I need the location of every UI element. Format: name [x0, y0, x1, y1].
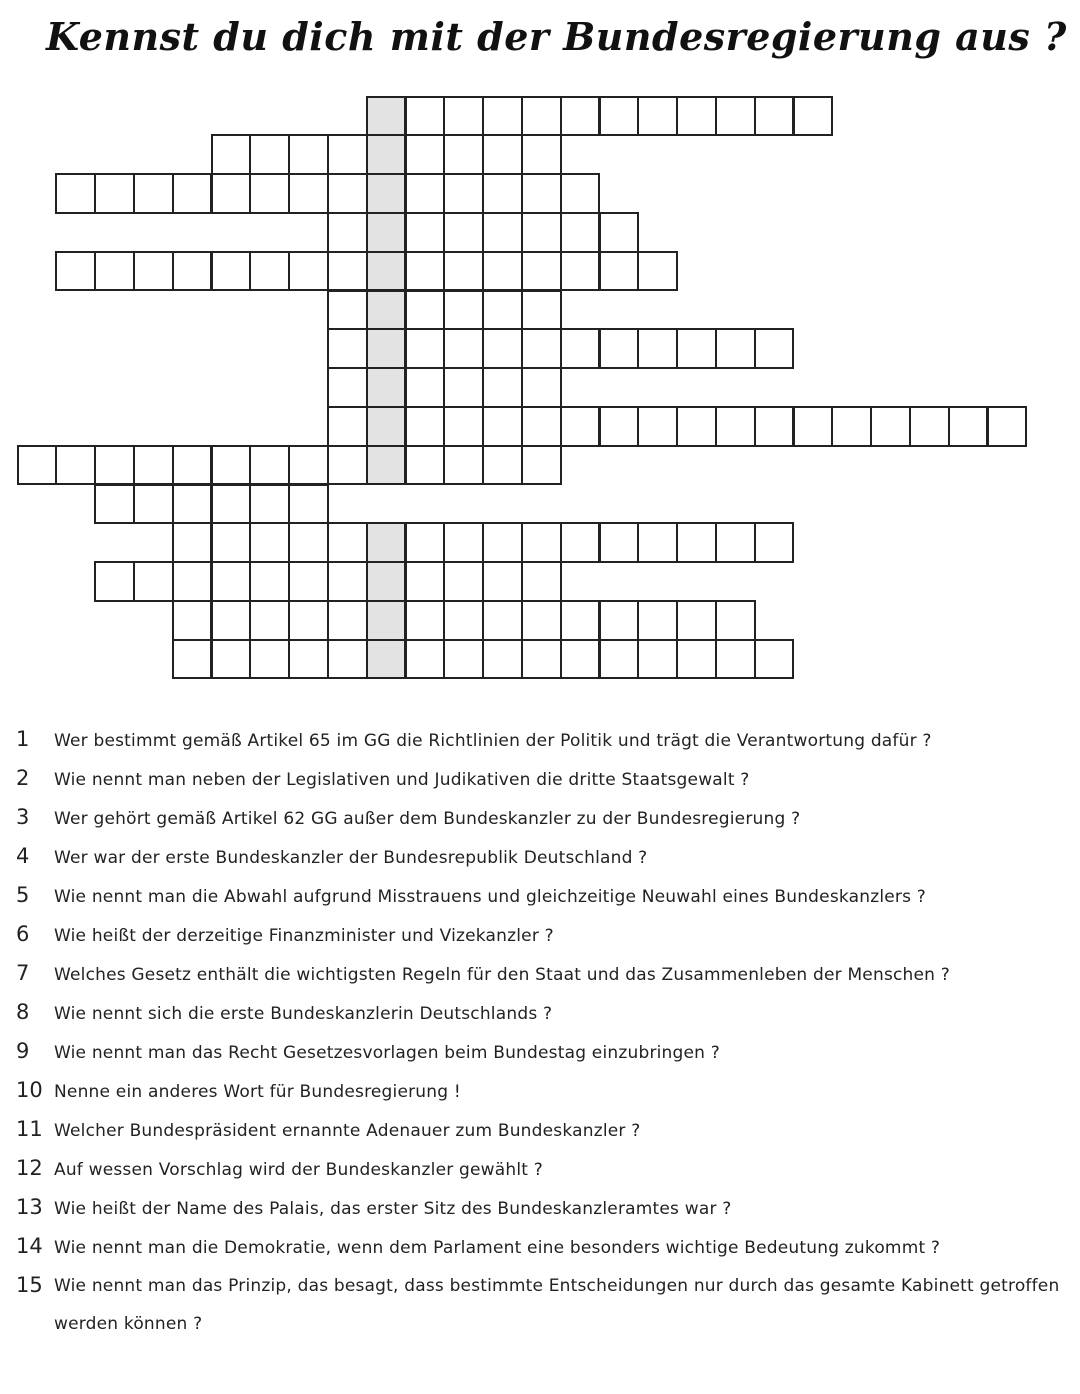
crossword-cell[interactable]: [870, 406, 911, 447]
clue-item: [16, 1195, 1076, 1234]
solution-cell[interactable]: [366, 367, 407, 408]
crossword-cell[interactable]: [482, 251, 523, 292]
crossword-cell[interactable]: [211, 639, 252, 680]
clue-item: [16, 961, 1076, 1000]
crossword-cell[interactable]: [521, 445, 562, 486]
crossword-cell[interactable]: [676, 522, 717, 563]
crossword-cell[interactable]: [327, 173, 368, 214]
crossword-cell[interactable]: [987, 406, 1028, 447]
crossword-cell[interactable]: [211, 484, 252, 525]
crossword-cell[interactable]: [405, 96, 446, 137]
crossword-cell[interactable]: [637, 96, 678, 137]
crossword-cell[interactable]: [560, 600, 601, 641]
crossword-cell[interactable]: [599, 328, 640, 369]
clue-text: Wer gehört gemäß Artikel 62 GG außer dem Bundeskanzler zu der Bundesregierung ?: [54, 809, 801, 829]
crossword-cell[interactable]: [172, 173, 213, 214]
clue-number: 5: [16, 883, 30, 907]
clue-number: 12: [16, 1156, 43, 1180]
crossword-cell[interactable]: [754, 406, 795, 447]
crossword-cell[interactable]: [754, 328, 795, 369]
crossword-cell[interactable]: [288, 561, 329, 602]
clue-number: 15: [16, 1273, 43, 1297]
crossword-cell[interactable]: [793, 96, 834, 137]
crossword-cell[interactable]: [327, 522, 368, 563]
crossword-cell[interactable]: [288, 484, 329, 525]
crossword-cell[interactable]: [443, 328, 484, 369]
solution-cell[interactable]: [366, 134, 407, 175]
crossword-cell[interactable]: [288, 173, 329, 214]
crossword-cell[interactable]: [637, 600, 678, 641]
clue-number: 14: [16, 1234, 43, 1258]
clue-item: [16, 805, 1076, 844]
crossword-cell[interactable]: [443, 173, 484, 214]
clue-item: [16, 1156, 1076, 1195]
crossword-cell[interactable]: [133, 445, 174, 486]
crossword-cell[interactable]: [676, 600, 717, 641]
clue-item: [16, 1000, 1076, 1039]
crossword-cell[interactable]: [831, 406, 872, 447]
crossword-cell[interactable]: [909, 406, 950, 447]
crossword-cell[interactable]: [560, 96, 601, 137]
crossword-cell[interactable]: [521, 251, 562, 292]
crossword-cell[interactable]: [133, 484, 174, 525]
clue-item: [16, 844, 1076, 883]
crossword-cell[interactable]: [443, 445, 484, 486]
crossword-cell[interactable]: [211, 251, 252, 292]
crossword-cell[interactable]: [676, 639, 717, 680]
crossword-cell[interactable]: [521, 134, 562, 175]
crossword-cell[interactable]: [249, 173, 290, 214]
crossword-cell[interactable]: [133, 561, 174, 602]
crossword-cell[interactable]: [443, 639, 484, 680]
crossword-cell[interactable]: [172, 445, 213, 486]
clue-number: 9: [16, 1039, 30, 1063]
crossword-cell[interactable]: [249, 600, 290, 641]
clue-list: [16, 727, 1076, 1347]
solution-cell[interactable]: [366, 96, 407, 137]
crossword-cell[interactable]: [676, 406, 717, 447]
crossword-cell[interactable]: [172, 522, 213, 563]
crossword-cell[interactable]: [405, 212, 446, 253]
crossword-cell[interactable]: [327, 639, 368, 680]
crossword-cell[interactable]: [94, 445, 135, 486]
crossword-cell[interactable]: [482, 367, 523, 408]
clue-number: 3: [16, 805, 30, 829]
crossword-cell[interactable]: [482, 406, 523, 447]
crossword-cell[interactable]: [637, 328, 678, 369]
crossword-cell[interactable]: [599, 406, 640, 447]
crossword-cell[interactable]: [249, 251, 290, 292]
crossword-cell[interactable]: [249, 522, 290, 563]
crossword-cell[interactable]: [327, 134, 368, 175]
crossword-cell[interactable]: [443, 212, 484, 253]
clue-number: 8: [16, 1000, 30, 1024]
crossword-cell[interactable]: [637, 639, 678, 680]
clue-text: Auf wessen Vorschlag wird der Bundeskanzler gewählt ?: [54, 1160, 543, 1180]
solution-cell[interactable]: [366, 522, 407, 563]
crossword-cell[interactable]: [715, 328, 756, 369]
crossword-cell[interactable]: [327, 561, 368, 602]
crossword-cell[interactable]: [327, 328, 368, 369]
crossword-cell[interactable]: [482, 522, 523, 563]
crossword-cell[interactable]: [172, 561, 213, 602]
crossword-cell[interactable]: [249, 445, 290, 486]
clue-item: [16, 922, 1076, 961]
crossword-cell[interactable]: [288, 134, 329, 175]
crossword-cell[interactable]: [754, 639, 795, 680]
crossword-cell[interactable]: [172, 484, 213, 525]
page-title: Kennst du dich mit der Bundesregierung aus ?: [46, 14, 1067, 59]
crossword-cell[interactable]: [249, 484, 290, 525]
crossword-cell[interactable]: [133, 173, 174, 214]
crossword-cell[interactable]: [405, 522, 446, 563]
crossword-cell[interactable]: [793, 406, 834, 447]
clue-text: Wie nennt man die Abwahl aufgrund Misstrauens und gleichzeitige Neuwahl eines Bundeskanzlers ?: [54, 887, 926, 907]
crossword-cell[interactable]: [521, 96, 562, 137]
clue-number: 11: [16, 1117, 43, 1141]
crossword-cell[interactable]: [715, 406, 756, 447]
clue-text: Wie nennt sich die erste Bundeskanzlerin Deutschlands ?: [54, 1004, 553, 1024]
crossword-cell[interactable]: [327, 367, 368, 408]
crossword-cell[interactable]: [599, 522, 640, 563]
crossword-cell[interactable]: [560, 406, 601, 447]
crossword-cell[interactable]: [715, 600, 756, 641]
solution-cell[interactable]: [366, 328, 407, 369]
crossword-cell[interactable]: [288, 251, 329, 292]
crossword-cell[interactable]: [521, 290, 562, 331]
crossword-cell[interactable]: [405, 445, 446, 486]
crossword-cell[interactable]: [599, 251, 640, 292]
crossword-cell[interactable]: [172, 639, 213, 680]
solution-cell[interactable]: [366, 639, 407, 680]
clue-item: [16, 727, 1076, 766]
crossword-cell[interactable]: [599, 212, 640, 253]
crossword-cell[interactable]: [211, 561, 252, 602]
crossword-cell[interactable]: [443, 406, 484, 447]
crossword-cell[interactable]: [327, 445, 368, 486]
crossword-cell[interactable]: [443, 600, 484, 641]
crossword-cell[interactable]: [94, 173, 135, 214]
crossword-cell[interactable]: [521, 367, 562, 408]
crossword-cell[interactable]: [715, 522, 756, 563]
crossword-cell[interactable]: [560, 251, 601, 292]
crossword-cell[interactable]: [443, 290, 484, 331]
crossword-cell[interactable]: [211, 173, 252, 214]
crossword-cell[interactable]: [327, 600, 368, 641]
crossword-cell[interactable]: [443, 561, 484, 602]
crossword-cell[interactable]: [482, 639, 523, 680]
crossword-cell[interactable]: [521, 173, 562, 214]
crossword-cell[interactable]: [754, 96, 795, 137]
crossword-cell[interactable]: [211, 522, 252, 563]
crossword-cell[interactable]: [55, 251, 96, 292]
crossword-cell[interactable]: [482, 600, 523, 641]
crossword-cell[interactable]: [211, 445, 252, 486]
crossword-cell[interactable]: [405, 134, 446, 175]
clue-number: 2: [16, 766, 30, 790]
clue-text: Wie nennt man das Prinzip, das besagt, dass bestimmte Entscheidungen nur durch das gesamte Kabinett getroffen werden können ?: [54, 1276, 1060, 1334]
crossword-cell[interactable]: [443, 367, 484, 408]
crossword-cell[interactable]: [560, 328, 601, 369]
crossword-cell[interactable]: [405, 561, 446, 602]
crossword-cell[interactable]: [560, 522, 601, 563]
clue-item: [16, 1273, 1076, 1347]
clue-text: Wie nennt man neben der Legislativen und Judikativen die dritte Staatsgewalt ?: [54, 770, 750, 790]
clue-number: 1: [16, 727, 30, 751]
crossword-cell[interactable]: [211, 600, 252, 641]
crossword-cell[interactable]: [327, 290, 368, 331]
crossword-cell[interactable]: [327, 251, 368, 292]
clue-item: [16, 883, 1076, 922]
crossword-cell[interactable]: [443, 134, 484, 175]
clue-number: 7: [16, 961, 30, 985]
crossword-cell[interactable]: [249, 561, 290, 602]
crossword-cell[interactable]: [676, 96, 717, 137]
clue-text: Wie nennt man die Demokratie, wenn dem Parlament eine besonders wichtige Bedeutung zukommt ?: [54, 1238, 941, 1258]
solution-cell[interactable]: [366, 251, 407, 292]
crossword-cell[interactable]: [249, 639, 290, 680]
solution-cell[interactable]: [366, 445, 407, 486]
crossword-cell[interactable]: [599, 639, 640, 680]
crossword-cell[interactable]: [482, 212, 523, 253]
crossword-cell[interactable]: [754, 522, 795, 563]
crossword-cell[interactable]: [405, 600, 446, 641]
crossword-cell[interactable]: [172, 251, 213, 292]
crossword-cell[interactable]: [405, 406, 446, 447]
clue-number: 6: [16, 922, 30, 946]
crossword-cell[interactable]: [327, 406, 368, 447]
crossword-cell[interactable]: [482, 328, 523, 369]
crossword-cell[interactable]: [637, 522, 678, 563]
clue-item: [16, 1078, 1076, 1117]
crossword-cell[interactable]: [55, 173, 96, 214]
crossword-cell[interactable]: [133, 251, 174, 292]
crossword-cell[interactable]: [405, 173, 446, 214]
crossword-cell[interactable]: [443, 251, 484, 292]
crossword-cell[interactable]: [521, 639, 562, 680]
crossword-cell[interactable]: [482, 96, 523, 137]
clue-text: Wie heißt der Name des Palais, das erster Sitz des Bundeskanzleramtes war ?: [54, 1199, 732, 1219]
crossword-cell[interactable]: [288, 522, 329, 563]
crossword-cell[interactable]: [599, 600, 640, 641]
clue-number: 4: [16, 844, 30, 868]
crossword-cell[interactable]: [521, 212, 562, 253]
solution-cell[interactable]: [366, 212, 407, 253]
crossword-cell[interactable]: [599, 96, 640, 137]
crossword-cell[interactable]: [94, 484, 135, 525]
clue-item: [16, 1117, 1076, 1156]
crossword-grid: [0, 0, 1080, 690]
solution-cell[interactable]: [366, 290, 407, 331]
crossword-cell[interactable]: [55, 445, 96, 486]
crossword-cell[interactable]: [948, 406, 989, 447]
crossword-cell[interactable]: [521, 328, 562, 369]
crossword-cell[interactable]: [521, 406, 562, 447]
crossword-cell[interactable]: [172, 600, 213, 641]
clue-text: Wie heißt der derzeitige Finanzminister und Vizekanzler ?: [54, 926, 554, 946]
crossword-cell[interactable]: [676, 328, 717, 369]
crossword-cell[interactable]: [211, 134, 252, 175]
crossword-cell[interactable]: [405, 367, 446, 408]
crossword-cell[interactable]: [560, 173, 601, 214]
clue-text: Welcher Bundespräsident ernannte Adenauer zum Bundeskanzler ?: [54, 1121, 641, 1141]
crossword-cell[interactable]: [94, 251, 135, 292]
crossword-cell[interactable]: [405, 290, 446, 331]
clue-item: [16, 1039, 1076, 1078]
clue-text: Wer war der erste Bundeskanzler der Bundesrepublik Deutschland ?: [54, 848, 648, 868]
solution-cell[interactable]: [366, 600, 407, 641]
crossword-cell[interactable]: [482, 173, 523, 214]
crossword-cell[interactable]: [482, 134, 523, 175]
crossword-cell[interactable]: [521, 522, 562, 563]
crossword-cell[interactable]: [715, 639, 756, 680]
clue-text: Wer bestimmt gemäß Artikel 65 im GG die Richtlinien der Politik und trägt die Verantwortung dafür ?: [54, 731, 932, 751]
clue-text: Nenne ein anderes Wort für Bundesregierung !: [54, 1082, 461, 1102]
crossword-cell[interactable]: [405, 328, 446, 369]
solution-cell[interactable]: [366, 406, 407, 447]
crossword-cell[interactable]: [405, 251, 446, 292]
crossword-cell[interactable]: [521, 561, 562, 602]
crossword-cell[interactable]: [327, 212, 368, 253]
crossword-cell[interactable]: [249, 134, 290, 175]
crossword-cell[interactable]: [637, 251, 678, 292]
clue-text: Welches Gesetz enthält die wichtigsten Regeln für den Staat und das Zusammenleben der Menschen ?: [54, 965, 950, 985]
clue-text: Wie nennt man das Recht Gesetzesvorlagen beim Bundestag einzubringen ?: [54, 1043, 720, 1063]
crossword-cell[interactable]: [288, 600, 329, 641]
crossword-cell[interactable]: [560, 212, 601, 253]
crossword-cell[interactable]: [521, 600, 562, 641]
crossword-cell[interactable]: [405, 639, 446, 680]
clue-number: 10: [16, 1078, 43, 1102]
crossword-cell[interactable]: [17, 445, 58, 486]
crossword-cell[interactable]: [288, 639, 329, 680]
crossword-cell[interactable]: [560, 639, 601, 680]
crossword-cell[interactable]: [443, 522, 484, 563]
crossword-cell[interactable]: [443, 96, 484, 137]
crossword-cell[interactable]: [94, 561, 135, 602]
clue-number: 13: [16, 1195, 43, 1219]
crossword-cell[interactable]: [482, 445, 523, 486]
crossword-cell[interactable]: [637, 406, 678, 447]
clue-item: [16, 766, 1076, 805]
crossword-cell[interactable]: [482, 561, 523, 602]
solution-cell[interactable]: [366, 173, 407, 214]
solution-cell[interactable]: [366, 561, 407, 602]
crossword-cell[interactable]: [288, 445, 329, 486]
crossword-cell[interactable]: [482, 290, 523, 331]
crossword-cell[interactable]: [715, 96, 756, 137]
